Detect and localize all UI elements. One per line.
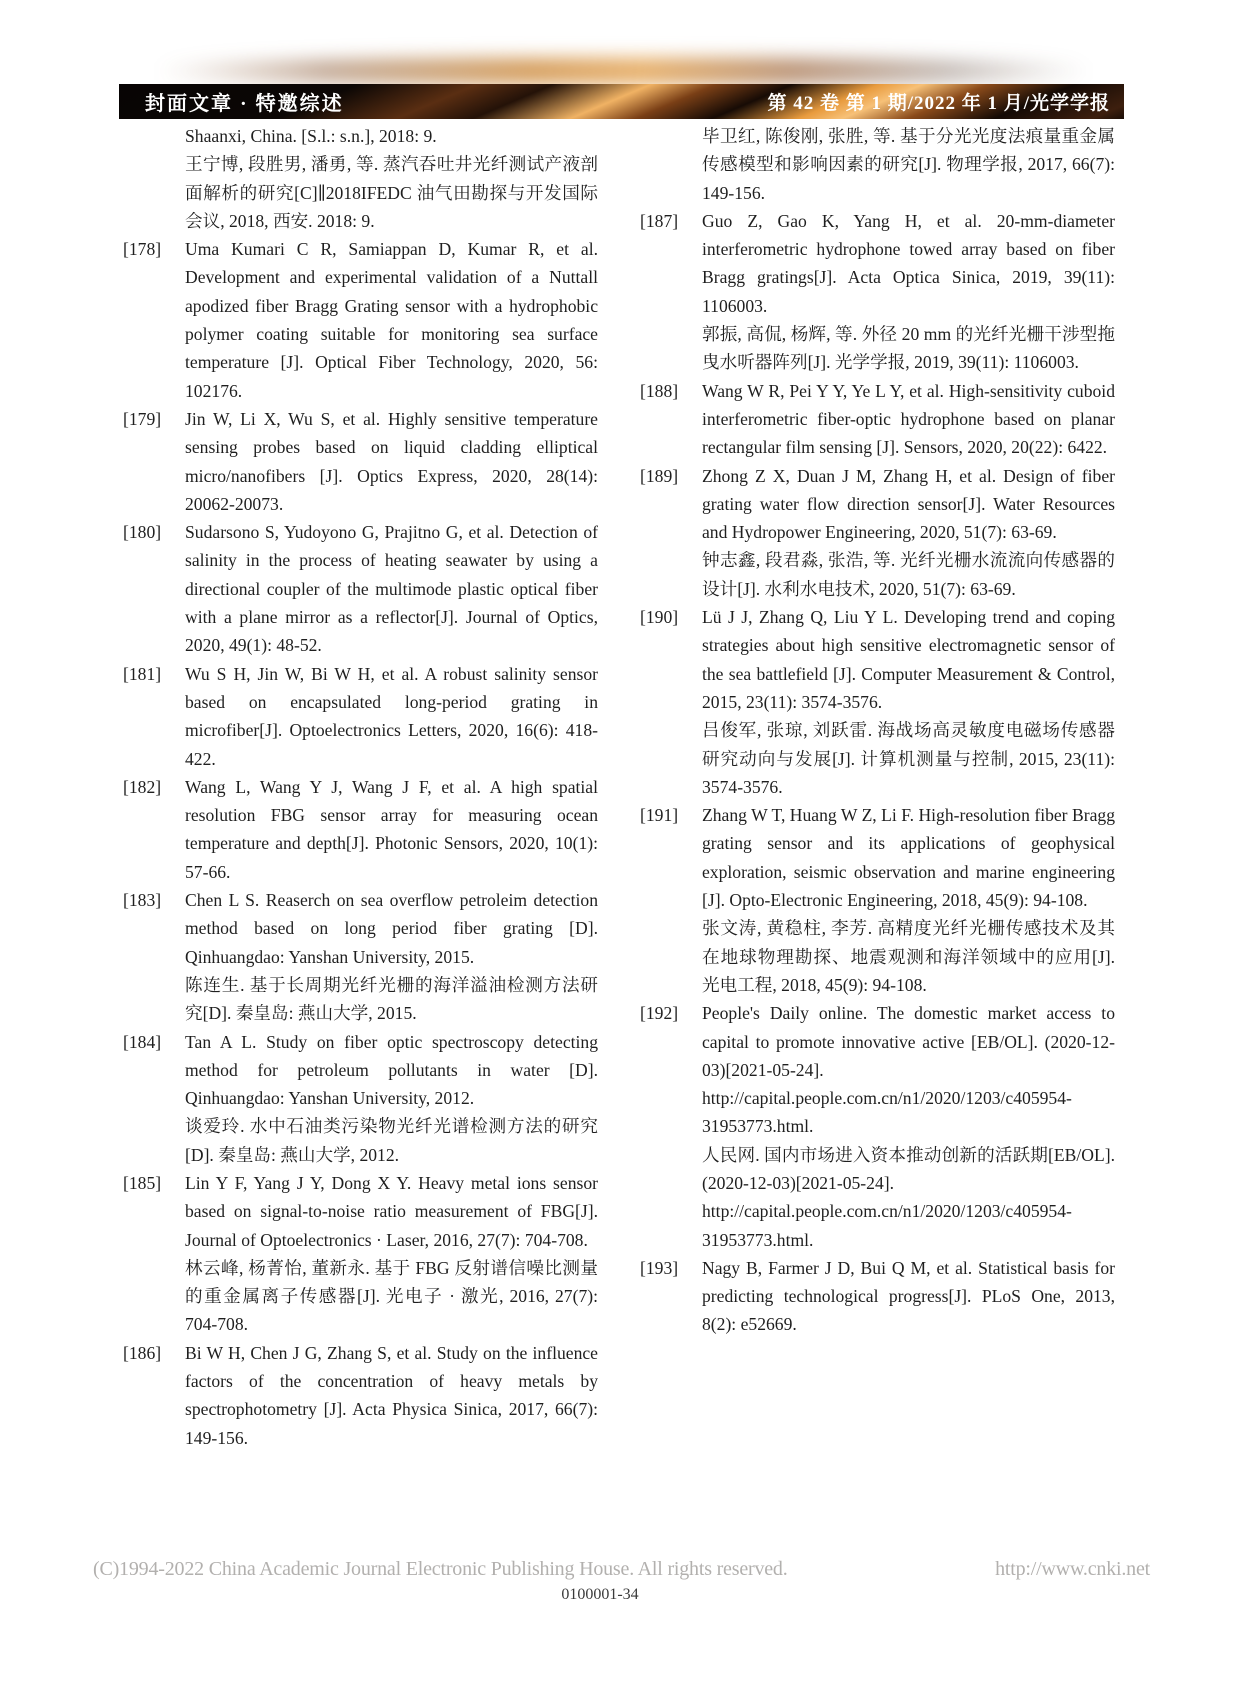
- reference-item: [640, 801, 1115, 999]
- reference-text: Nagy B, Farmer J D, Bui Q M, et al. Statistical basis for predicting technological progress[J]. PLoS One, 2013, 8(2): e52669.: [702, 1257, 1115, 1335]
- reference-text: Uma Kumari C R, Samiappan D, Kumar R, et al. Development and experimental validation of a Nuttall apodized fiber Bragg Grating sensor with a hydrophobic polymer coating suitable for monitoring sea surface temperature [J]. Optical Fiber Technology, 2020, 56: 102176.: [185, 239, 598, 401]
- reference-text: 林云峰, 杨菁怡, 董新永. 基于 FBG 反射谱信噪比测量的重金属离子传感器[J]. 光电子 · 激光, 2016, 27(7): 704-708.: [185, 1257, 598, 1335]
- reference-item: [640, 1254, 1115, 1339]
- reference-item: [123, 235, 598, 405]
- reference-item: [123, 518, 598, 659]
- reference-item: [123, 122, 598, 235]
- reference-number: [193]: [640, 1257, 679, 1278]
- reference-number: [187]: [640, 210, 679, 231]
- reference-text: Jin W, Li X, Wu S, et al. Highly sensitive temperature sensing probes based on liquid cladding elliptical micro/nanofibers [J]. Optics Express, 2020, 28(14): 20062-20073.: [185, 408, 598, 514]
- reference-number: [178]: [123, 239, 162, 260]
- reference-number: [188]: [640, 380, 679, 401]
- reference-text: Chen L S. Reaserch on sea overflow petroleim detection method based on long period fiber grating [D]. Qinhuangdao: Yanshan University, 2015.: [185, 890, 598, 967]
- reference-item: [123, 1028, 598, 1169]
- reference-number: [190]: [640, 607, 679, 628]
- reference-text: 毕卫红, 陈俊刚, 张胜, 等. 基于分光光度法痕量重金属传感模型和影响因素的研究[J]. 物理学报, 2017, 66(7): 149-156.: [702, 126, 1115, 203]
- reference-item: [123, 405, 598, 518]
- reference-text: Sudarsono S, Yudoyono G, Prajitno G, et al. Detection of salinity in the process of heating seawater by using a directional coupler of the multimode plastic optical fiber with a plane mirror as a reflector[J]. Journal of Optics, 2020, 49(1): 48-52.: [185, 522, 598, 656]
- reference-text: 人民网. 国内市场进入资本推动创新的活跃期[EB/OL]. (2020-12-03)[2021-05-24]. http://capital.people.com.cn/n1/2020/1203/c405954-31953773.html.: [702, 1144, 1115, 1250]
- reference-number: [182]: [123, 776, 162, 797]
- reference-item: [640, 999, 1115, 1254]
- reference-text: Wang W R, Pei Y Y, Ye L Y, et al. High-sensitivity cuboid interferometric fiber-optic hydrophone based on planar rectangular film sensing [J]. Sensors, 2020, 20(22): 6422.: [702, 380, 1115, 458]
- reference-item: [123, 660, 598, 773]
- reference-number: [179]: [123, 408, 162, 429]
- reference-text: Lü J J, Zhang Q, Liu Y L. Developing trend and coping strategies about high sensitive electromagnetic sensor of the sea battlefield [J]. Computer Measurement & Control, 2015, 23(11): 3574-3576.: [702, 607, 1115, 712]
- reference-item: [123, 1169, 598, 1339]
- reference-item: [640, 603, 1115, 801]
- references-column-left: [123, 122, 598, 1452]
- reference-number: [186]: [123, 1342, 162, 1363]
- reference-item: [123, 773, 598, 886]
- reference-text: Zhong Z X, Duan J M, Zhang H, et al. Design of fiber grating water flow direction sensor[J]. Water Resources and Hydropower Engineering, 2020, 51(7): 63-69.: [702, 465, 1115, 543]
- banner-glow-decoration: [159, 58, 1089, 84]
- reference-text: Zhang W T, Huang W Z, Li F. High-resolution fiber Bragg grating sensor and its applications of geophysical exploration, seismic observation and marine engineering [J]. Opto-Electronic Engineering, 2018, 45(9): 94-108.: [702, 805, 1115, 911]
- page-code: 0100001-34: [561, 1586, 639, 1603]
- reference-number: [180]: [123, 522, 162, 543]
- reference-item: [123, 1339, 598, 1452]
- copyright-line: [93, 1558, 1150, 1581]
- reference-text: 陈连生. 基于长周期光纤光栅的海洋溢油检测方法研究[D]. 秦皇岛: 燕山大学, 2015.: [185, 974, 598, 1024]
- reference-number: [181]: [123, 663, 162, 684]
- reference-text: Wu S H, Jin W, Bi W H, et al. A robust salinity sensor based on encapsulated long-period grating in microfiber[J]. Optoelectronics Letters, 2020, 16(6): 418-422.: [185, 663, 598, 769]
- section-label: 封面文章 · 特邀综述: [145, 93, 344, 115]
- reference-text: Shaanxi, China. [S.l.: s.n.], 2018: 9.: [185, 126, 437, 146]
- reference-item: [123, 886, 598, 1027]
- reference-item: [640, 377, 1115, 462]
- reference-number: [183]: [123, 890, 162, 911]
- reference-text: Bi W H, Chen J G, Zhang S, et al. Study on the influence factors of the concentration of heavy metals by spectrophotometry [J]. Acta Physica Sinica, 2017, 66(7): 149-156.: [185, 1342, 598, 1448]
- reference-text: 郭振, 高侃, 杨辉, 等. 外径 20 mm 的光纤光栅干涉型拖曳水听器阵列[J]. 光学学报, 2019, 39(11): 1106003.: [702, 324, 1115, 373]
- references-column-right: [640, 122, 1115, 1339]
- reference-number: [189]: [640, 465, 679, 486]
- reference-text: 王宁博, 段胜男, 潘勇, 等. 蒸汽吞吐井光纤测试产液剖面解析的研究[C]∥2018IFEDC 油气田勘探与开发国际会议, 2018, 西安. 2018: 9.: [185, 154, 598, 231]
- issue-label: 第 42 卷 第 1 期/2022 年 1 月/光学学报: [767, 93, 1110, 114]
- reference-item: [640, 207, 1115, 377]
- reference-text: Guo Z, Gao K, Yang H, et al. 20-mm-diameter interferometric hydrophone towed array based on fiber Bragg gratings[J]. Acta Optica Sinica, 2019, 39(11): 1106003.: [702, 210, 1115, 316]
- reference-text: Tan A L. Study on fiber optic spectroscopy detecting method for petroleum pollutants in water [D]. Qinhuangdao: Yanshan University, 2012.: [185, 1031, 598, 1109]
- journal-banner: [119, 56, 1124, 119]
- reference-text: 钟志鑫, 段君淼, 张浩, 等. 光纤光栅水流流向传感器的设计[J]. 水利水电技术, 2020, 51(7): 63-69.: [702, 550, 1115, 599]
- reference-text: 张文涛, 黄稳柱, 李芳. 高精度光纤光栅传感技术及其在地球物理勘探、地震观测和海洋领域中的应用[J]. 光电工程, 2018, 45(9): 94-108.: [702, 918, 1115, 995]
- reference-item: [640, 122, 1115, 207]
- banner-bar: [119, 84, 1124, 119]
- reference-text: People's Daily online. The domestic market access to capital to promote innovative active [EB/OL]. (2020-12-03)[2021-05-24]. http://capital.people.com.cn/n1/2020/1203/c405954-31953773.html.: [702, 1003, 1115, 1137]
- reference-item: [640, 462, 1115, 603]
- copyright-text: (C)1994-2022 China Academic Journal Electronic Publishing House. All rights reserved.: [93, 1558, 788, 1580]
- reference-number: [191]: [640, 805, 679, 826]
- reference-text: 吕俊军, 张琼, 刘跃雷. 海战场高灵敏度电磁场传感器研究动向与发展[J]. 计算机测量与控制, 2015, 23(11): 3574-3576.: [702, 720, 1115, 797]
- reference-number: [184]: [123, 1031, 162, 1052]
- reference-number: [192]: [640, 1003, 679, 1024]
- reference-number: [185]: [123, 1172, 162, 1193]
- reference-text: Lin Y F, Yang J Y, Dong X Y. Heavy metal ions sensor based on signal-to-noise ratio measurement of FBG[J]. Journal of Optoelectronics · Laser, 2016, 27(7): 704-708.: [185, 1172, 598, 1250]
- cnki-url: http://www.cnki.net: [995, 1558, 1150, 1580]
- reference-text: Wang L, Wang Y J, Wang J F, et al. A high spatial resolution FBG sensor array for measuring ocean temperature and depth[J]. Photonic Sensors, 2020, 10(1): 57-66.: [185, 776, 598, 882]
- reference-text: 谈爱玲. 水中石油类污染物光纤光谱检测方法的研究[D]. 秦皇岛: 燕山大学, 2012.: [185, 1116, 598, 1165]
